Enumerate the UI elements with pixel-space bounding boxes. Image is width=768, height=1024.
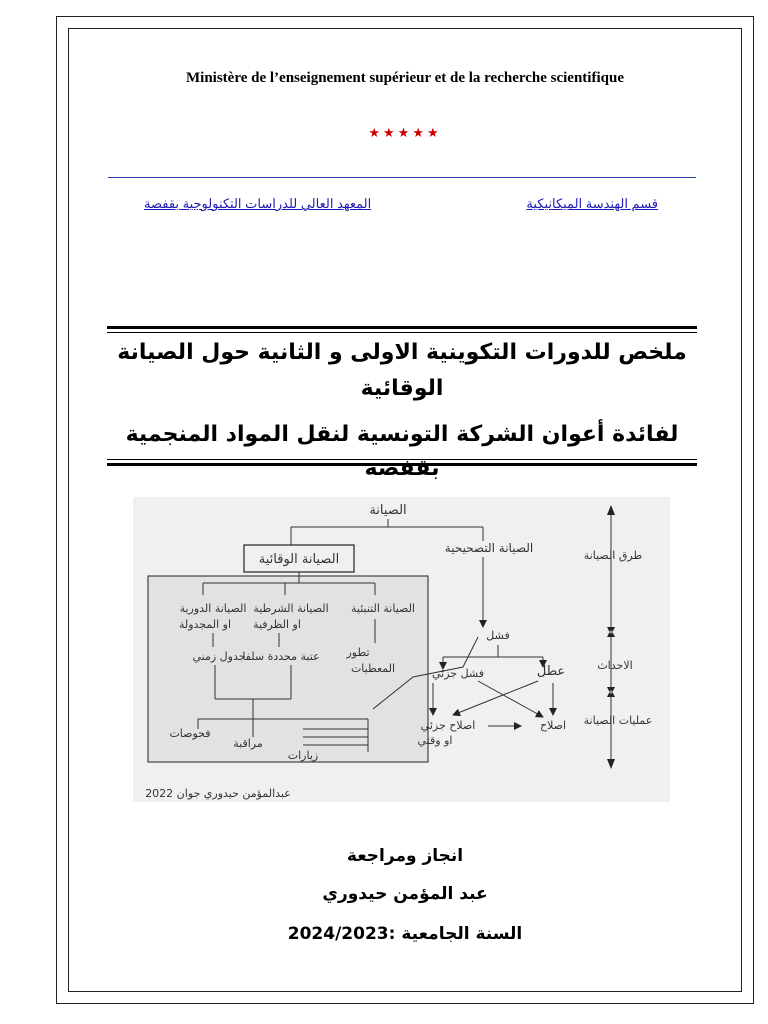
action-visits: زيارات (287, 749, 319, 762)
action-monitoring: مراقبة (233, 737, 263, 750)
event-partial-failure: فشل جزئي (432, 667, 484, 680)
title-rule-bottom-thin (107, 459, 697, 460)
criterion-evolution-2: المعطيات (350, 662, 396, 675)
criterion-threshold: عتبة محددة سلفا (242, 650, 320, 663)
stars-divider: ★★★★★ (368, 126, 442, 141)
title-line-2: الوقائية (360, 376, 444, 401)
diagram-credit: عبدالمؤمن حيدوري جوان 2022 (145, 787, 291, 800)
academic-year: السنة الجامعية :2024/2023 (287, 924, 523, 944)
criterion-schedule: جدول زمني (192, 650, 246, 663)
prepared-label: انجاز ومراجعة (346, 846, 464, 866)
maintenance-diagram (133, 497, 670, 802)
title-rule-top (107, 326, 697, 329)
node-corrective: الصيانة التصحيحية (444, 541, 534, 555)
event-failure: فشل (486, 629, 510, 642)
criterion-evolution-1: تطور (346, 646, 370, 659)
action-inspections: فحوصات (169, 727, 211, 740)
title-line-3: لفائدة أعوان الشركة التونسية لنقل المواد المنجمية بقفصة (125, 422, 679, 481)
title-rule-top-thin (107, 332, 697, 333)
type-conditional: الصيانة الشرطية (253, 602, 329, 615)
event-breakdown: عطل (536, 664, 566, 679)
ministry-heading: Ministère de l’enseignement supérieur et de la recherche scientifique (186, 70, 624, 86)
department-link[interactable]: قسم الهندسة الميكانيكية (526, 196, 658, 211)
header-rule (108, 177, 696, 178)
title-line-1: ملخص للدورات التكوينية الاولى و الثانية حول الصيانة (117, 340, 687, 365)
type-predictive: الصيانة التنبئية (351, 602, 415, 615)
repair-full: اصلاح (539, 719, 567, 732)
repair-temporary-2: او وقتي (417, 734, 453, 747)
type-periodic: الصيانة الدورية (179, 602, 247, 615)
author-name: عبد المؤمن حيدوري (322, 884, 488, 904)
institute-link[interactable]: المعهد العالي للدراسات التكنولوجية بقفصة (144, 196, 372, 211)
title-rule-bottom (107, 463, 697, 466)
side-methods: طرق الصيانة (583, 549, 643, 562)
side-operations: عمليات الصيانة (583, 714, 653, 727)
side-events: الاحداث (597, 659, 633, 672)
node-preventive: الصيانة الوقائية (258, 552, 340, 567)
repair-temporary-1: اصلاح جزئي (420, 719, 476, 732)
type-conditional-sub: او الظرفية (253, 618, 301, 631)
type-periodic-sub: او المجدولة (178, 618, 232, 631)
node-maintenance: الصيانة (369, 503, 407, 518)
